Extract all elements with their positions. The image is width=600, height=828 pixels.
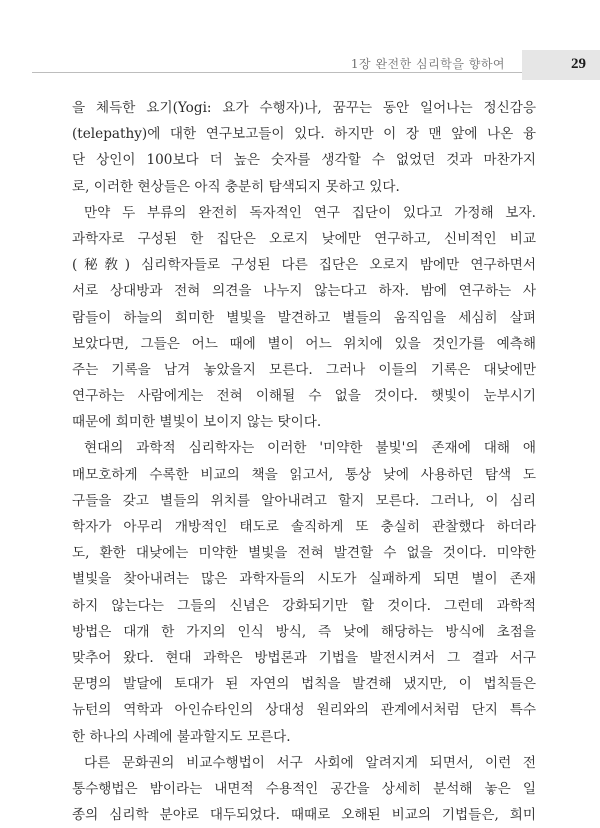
text-line: 과학자로 구성된 한 집단은 오로지 낮에만 연구하고, 신비적인 비교: [72, 230, 536, 247]
text-line: 람들이 하늘의 희미한 별빛을 발견하고 별들의 움직임을 세심히 살펴: [72, 309, 536, 326]
text-line: 다른 문화권의 비교수행법이 서구 사회에 알려지게 되면서, 이런 전: [84, 754, 536, 771]
text-line: 도, 환한 대낮에는 미약한 별빛을 전혀 발견할 수 없을 것이다. 미약한: [72, 545, 536, 562]
text-line: 맞추어 왔다. 현대 과학은 방법론과 기법을 발전시켜서 그 결과 서구: [72, 649, 536, 666]
text-line: 뉴턴의 역학과 아인슈타인의 상대성 원리와의 관계에서처럼 단지 특수: [72, 702, 536, 719]
text-line: 문명의 발달에 토대가 된 자연의 법칙을 발견해 냈지만, 이 법칙들은: [72, 676, 536, 693]
text-line: 을 체득한 요기(Yogi: 요가 수행자)나, 꿈꾸는 동안 일어나는 정신감응: [72, 100, 536, 116]
page-number: 29: [571, 56, 586, 72]
text-line: 주는 기록을 남겨 놓았을지 모른다. 그러나 이들의 기록은 대낮에만: [72, 361, 536, 378]
text-line: 통수행법은 밤이라는 내면적 수용적인 공간을 상세히 분석해 놓은 일: [72, 780, 536, 797]
text-line: 구들을 갖고 별들의 위치를 알아내려고 할지 모른다. 그러나, 이 심리: [72, 492, 536, 509]
text-line: 방법은 대개 한 가지의 인식 방식, 즉 낮에 해당하는 방식에 초점을: [72, 623, 536, 640]
text-line: 하지 않는다는 그들의 신념은 강화되기만 할 것이다. 그런데 과학적: [72, 597, 536, 614]
text-line: 종의 심리학 분야로 대두되었다. 때때로 오해된 비교의 기법들은, 희미: [72, 807, 536, 824]
text-line: 때문에 희미한 별빛이 보이지 않는 탓이다.: [72, 414, 322, 431]
text-line: 한 하나의 사례에 불과할지도 모른다.: [72, 728, 291, 745]
text-line: (秘敎) 심리학자들로 구성된 다른 집단은 오로지 밤에만 연구하면서: [72, 257, 536, 274]
text-line: 현대의 과학적 심리학자는 이러한 '미약한 불빛'의 존재에 대해 애: [84, 440, 536, 457]
text-line: 연구하는 사람에게는 전혀 이해될 수 없을 것이다. 햇빛이 눈부시기: [72, 388, 536, 405]
page-number-box: [522, 50, 600, 80]
body-text: [72, 95, 536, 828]
text-line: 만약 두 부류의 완전히 독자적인 연구 집단이 있다고 가정해 보자.: [84, 204, 536, 221]
text-line: 매모호하게 수록한 비교의 책을 읽고서, 통상 낮에 사용하던 탐색 도: [72, 466, 536, 483]
header-rule: [32, 72, 600, 73]
text-line: (telepathy)에 대한 연구보고들이 있다. 하지만 이 장 맨 앞에 나온 융: [72, 126, 536, 143]
text-line: 서로 상대방과 전혀 의견을 나누지 않는다고 하자. 밤에 연구하는 사: [72, 283, 536, 300]
text-line: 별빛을 찾아내려는 많은 과학자들의 시도가 실패하게 되면 별이 존재: [72, 571, 536, 588]
text-line: 단 상인이 100보다 더 높은 숫자를 생각할 수 없었던 것과 마찬가지: [72, 152, 536, 169]
text-line: 학자가 아무리 개방적인 태도로 솔직하게 또 충실히 관찰했다 하더라: [72, 519, 536, 535]
text-line: 보았다면, 그들은 어느 때에 별이 어느 위치에 있을 것인가를 예측해: [72, 335, 536, 352]
text-line: 로, 이러한 현상들은 아직 충분히 탐색되지 못하고 있다.: [72, 178, 400, 195]
running-header-title: 1장 완전한 심리학을 향하여: [350, 57, 505, 71]
